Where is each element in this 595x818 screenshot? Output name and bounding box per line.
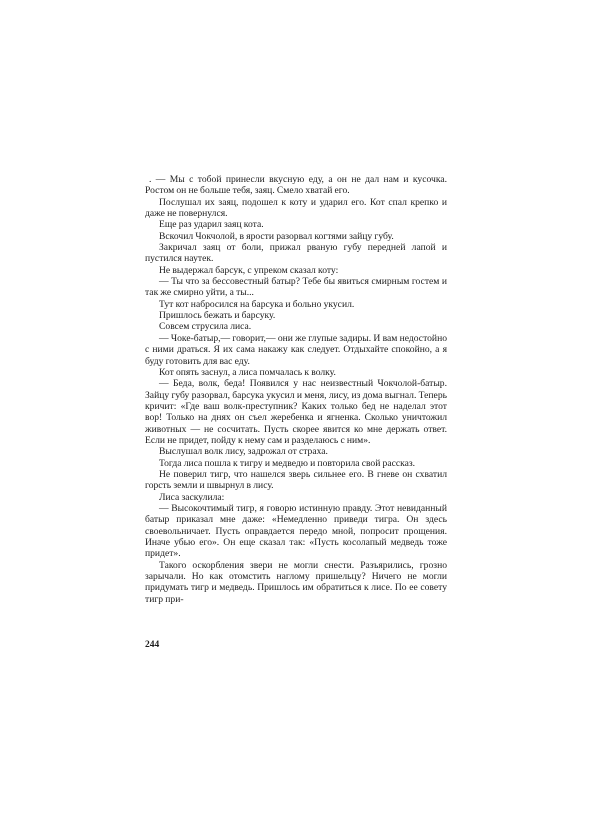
paragraph: Не поверил тигр, что нашелся зверь сильнее его. В гневе он схватил горсть земли и швырнул в лису. xyxy=(145,468,447,492)
paragraph: Пришлось бежать и барсуку. xyxy=(159,310,276,322)
paragraph: — Беда, волк, беда! Появился у нас неизвестный Чокчолой-батыр. Зайцу губу разорвал, барсука укусил и меня, лису, из дома выгнал. Теперь кричит: «Где ваш волк-преступник? Каких только бед не наделал этот вор! Только на днях он съел жеребенка и ягненка. Сколько уничтожил животных — не сосчитать. Пусть скорее явится ко мне держать ответ. Если не придет, пойду к нему сам и разделаюсь с ним». xyxy=(145,378,447,446)
paragraph: Совсем струсила лиса. xyxy=(159,321,252,333)
paragraph: Лиса заскулила: xyxy=(159,491,225,503)
paragraph: Вскочил Чокчолой, в ярости разорвал когтями зайцу губу. xyxy=(159,230,394,242)
paragraph: . — Мы с тобой принесли вкусную еду, а он не дал нам и кусочка. Ростом он не больше тебя, заяц. Смело хватай его. xyxy=(145,174,447,197)
paragraph: — Чоке-батыр,— говорит,— они же глупые задиры. И вам недостойно с ними драться. Я их сама накажу как следует. Отдыхайте спокойно, а я буду готовить для вас еду. xyxy=(145,332,447,367)
paragraph: — Ты что за бессовестный батыр? Тебе бы явиться смирным гостем и так же смирно уйти, а ты... xyxy=(145,276,447,299)
paragraph: Тут кот набросился на барсука и больно укусил. xyxy=(159,298,355,310)
paragraph: Закричал заяц от боли, прижал рваную губу передней лапой и пустился наутек. xyxy=(145,242,447,265)
paragraph: Такого оскорбления звери не могли снести. Разъярились, грозно зарычали. Но как отомстить наглому пришельцу? Ничего не могли придумать тигр и медведь. Пришлось им обратиться к лисе. По ее совету тигр при- xyxy=(145,559,447,605)
paragraph: Тогда лиса пошла к тигру и медведю и повторила свой рассказ. xyxy=(159,457,416,469)
paragraph: Послушал их заяц, подошел к коту и ударил его. Кот спал крепко и даже не повернулся. xyxy=(145,196,447,220)
paragraph: Кот опять заснул, а лиса помчалась к волку. xyxy=(159,366,336,378)
paragraph: — Высокочтимый тигр, я говорю истинную правду. Этот невиданный батыр приказал мне даже: «Немедленно приведи тигра. Он здесь своевольничает. Пусть оправдается передо мной, попросит прощения. Иначе убью его». Он еще сказал так: «Пусть косолапый медведь тоже придет». xyxy=(145,502,447,560)
page-number: 244 xyxy=(145,640,160,650)
paragraph: Выслушал волк лису, задрожал от страха. xyxy=(159,446,328,458)
paragraph: Не выдержал барсук, с упреком сказал коту: xyxy=(159,264,339,276)
paragraph: Еще раз ударил заяц кота. xyxy=(159,219,264,231)
page-text xyxy=(145,174,447,605)
